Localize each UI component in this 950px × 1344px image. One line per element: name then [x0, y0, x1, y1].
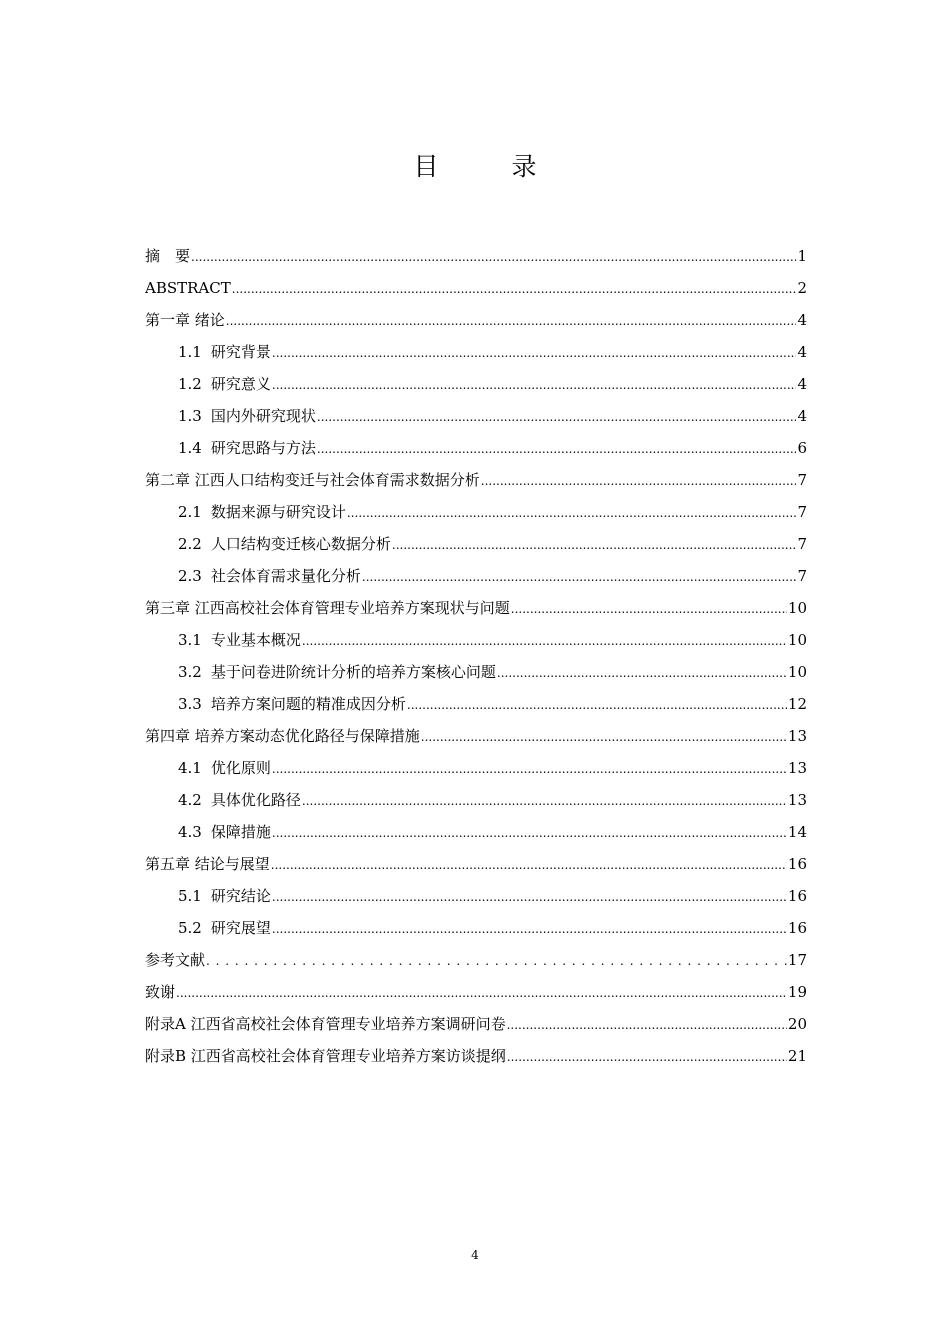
page-number: 4: [471, 1248, 479, 1262]
toc-entry[interactable]: [145, 528, 807, 560]
toc-entry[interactable]: [145, 912, 807, 944]
toc-entry-page: 6: [797, 439, 807, 457]
toc-entry-number: 1.3: [178, 407, 202, 425]
toc-entry[interactable]: [145, 304, 807, 336]
toc-title: 目 录: [413, 152, 561, 181]
toc-dot-leader: [232, 273, 797, 304]
toc-entry-number: 1.1: [178, 343, 202, 361]
toc-entry-page: 10: [787, 631, 807, 649]
toc-entry-title: 参考文献: [145, 951, 206, 969]
toc-entry[interactable]: [145, 688, 807, 720]
toc-dot-leader: [481, 465, 797, 496]
toc-dot-leader: [302, 625, 787, 656]
toc-dot-leader: [421, 721, 787, 752]
toc-dot-leader: [317, 433, 797, 464]
toc-entry-title: 摘 要: [145, 247, 191, 265]
toc-entry-title: 研究思路与方法: [210, 439, 316, 457]
toc-dot-leader: [206, 945, 787, 976]
toc-entry-title: 第一章 绪论: [145, 311, 225, 329]
toc-entry-number: 1.2: [178, 375, 202, 393]
toc-entry-page: 16: [787, 919, 807, 937]
toc-entry[interactable]: [145, 464, 807, 496]
toc-entry-page: 17: [787, 951, 807, 969]
toc-entry[interactable]: [145, 400, 807, 432]
toc-entry-title: 第四章 培养方案动态优化路径与保障措施: [145, 727, 420, 745]
toc-entry[interactable]: [145, 368, 807, 400]
toc-entry[interactable]: [145, 336, 807, 368]
toc-entry-title: ABSTRACT: [145, 279, 231, 297]
toc-entry-page: 4: [797, 375, 807, 393]
toc-entry[interactable]: [145, 752, 807, 784]
toc-entry-page: 7: [797, 535, 807, 553]
toc-entry[interactable]: [145, 816, 807, 848]
toc-entry-number: 2.3: [178, 567, 202, 585]
toc-entry-page: 7: [797, 471, 807, 489]
toc-entry[interactable]: [145, 1008, 807, 1040]
toc-entry-title: 专业基本概况: [210, 631, 301, 649]
toc-dot-leader: [272, 337, 797, 368]
toc-dot-leader: [302, 785, 787, 816]
toc-dot-leader: [407, 689, 787, 720]
toc-entry[interactable]: [145, 1040, 807, 1072]
toc-entry-title: 基于问卷进阶统计分析的培养方案核心问题: [210, 663, 496, 681]
toc-entry-number: 4.2: [178, 791, 202, 809]
toc-entry-page: 4: [797, 407, 807, 425]
toc-entry-number: 2.2: [178, 535, 202, 553]
toc-entry-number: 1.4: [178, 439, 202, 457]
toc-entry-title: 培养方案问题的精准成因分析: [210, 695, 406, 713]
toc-entry-number: 3.1: [178, 631, 202, 649]
toc-dot-leader: [272, 753, 787, 784]
toc-dot-leader: [272, 881, 787, 912]
toc-entry-title: 社会体育需求量化分析: [210, 567, 361, 585]
toc-entry-title: 研究意义: [210, 375, 271, 393]
toc-entry-number: 4.3: [178, 823, 202, 841]
toc-entry-page: 1: [797, 247, 807, 265]
toc-entry-page: 4: [797, 343, 807, 361]
toc-dot-leader: [362, 561, 797, 592]
toc-entry-title: 优化原则: [210, 759, 271, 777]
toc-dot-leader: [271, 849, 787, 880]
toc-entry[interactable]: [145, 944, 807, 976]
toc-entry-title: 致谢: [145, 983, 176, 1001]
toc-dot-leader: [347, 497, 797, 528]
toc-entry-number: 3.2: [178, 663, 202, 681]
toc-entry-page: 7: [797, 503, 807, 521]
toc-entry-number: 2.1: [178, 503, 202, 521]
toc-entry[interactable]: [145, 624, 807, 656]
toc-dot-leader: [511, 593, 787, 624]
toc-entry-title: 国内外研究现状: [210, 407, 316, 425]
toc-entry-title: 第五章 结论与展望: [145, 855, 270, 873]
toc-entry-page: 20: [787, 1015, 807, 1033]
toc-entry-number: 3.3: [178, 695, 202, 713]
toc-dot-leader: [176, 977, 787, 1008]
toc-entry[interactable]: [145, 272, 807, 304]
toc-list: [145, 240, 807, 1072]
toc-entry-page: 12: [787, 695, 807, 713]
toc-entry-page: 19: [787, 983, 807, 1001]
toc-entry-title: 保障措施: [210, 823, 271, 841]
toc-entry[interactable]: [145, 720, 807, 752]
toc-dot-leader: [507, 1009, 787, 1040]
toc-entry-page: 13: [787, 759, 807, 777]
toc-entry-title: 研究结论: [210, 887, 271, 905]
toc-dot-leader: [272, 817, 787, 848]
toc-entry[interactable]: [145, 656, 807, 688]
toc-entry-page: 10: [787, 599, 807, 617]
toc-dot-leader: [392, 529, 797, 560]
toc-dot-leader: [497, 657, 787, 688]
toc-entry-number: 4.1: [178, 759, 202, 777]
toc-dot-leader: [507, 1041, 787, 1072]
toc-entry[interactable]: [145, 432, 807, 464]
toc-entry-page: 13: [787, 727, 807, 745]
toc-entry-page: 7: [797, 567, 807, 585]
toc-entry-page: 10: [787, 663, 807, 681]
toc-entry-page: 4: [797, 311, 807, 329]
toc-entry-number: 5.2: [178, 919, 202, 937]
toc-entry-title: 人口结构变迁核心数据分析: [210, 535, 391, 553]
toc-entry-page: 16: [787, 855, 807, 873]
toc-entry-page: 2: [797, 279, 807, 297]
toc-dot-leader: [272, 913, 787, 944]
toc-entry[interactable]: [145, 848, 807, 880]
toc-entry-title: 研究背景: [210, 343, 271, 361]
toc-entry-page: 13: [787, 791, 807, 809]
toc-dot-leader: [191, 241, 796, 272]
toc-entry[interactable]: [145, 496, 807, 528]
toc-entry[interactable]: [145, 592, 807, 624]
toc-entry[interactable]: [145, 784, 807, 816]
toc-entry-title: 研究展望: [210, 919, 271, 937]
toc-entry-title: 第二章 江西人口结构变迁与社会体育需求数据分析: [145, 471, 480, 489]
toc-entry-title: 第三章 江西高校社会体育管理专业培养方案现状与问题: [145, 599, 510, 617]
toc-entry-number: 5.1: [178, 887, 202, 905]
toc-entry-page: 21: [787, 1047, 807, 1065]
toc-entry[interactable]: [145, 560, 807, 592]
toc-dot-leader: [226, 305, 797, 336]
toc-dot-leader: [317, 401, 797, 432]
toc-entry[interactable]: [145, 880, 807, 912]
toc-entry[interactable]: [145, 976, 807, 1008]
toc-entry[interactable]: [145, 240, 807, 272]
toc-entry-page: 14: [787, 823, 807, 841]
toc-entry-page: 16: [787, 887, 807, 905]
toc-entry-title: 具体优化路径: [210, 791, 301, 809]
toc-dot-leader: [272, 369, 797, 400]
toc-entry-title: 数据来源与研究设计: [210, 503, 346, 521]
toc-entry-title: 附录B 江西省高校社会体育管理专业培养方案访谈提纲: [145, 1047, 506, 1065]
toc-entry-title: 附录A 江西省高校社会体育管理专业培养方案调研问卷: [145, 1015, 506, 1033]
